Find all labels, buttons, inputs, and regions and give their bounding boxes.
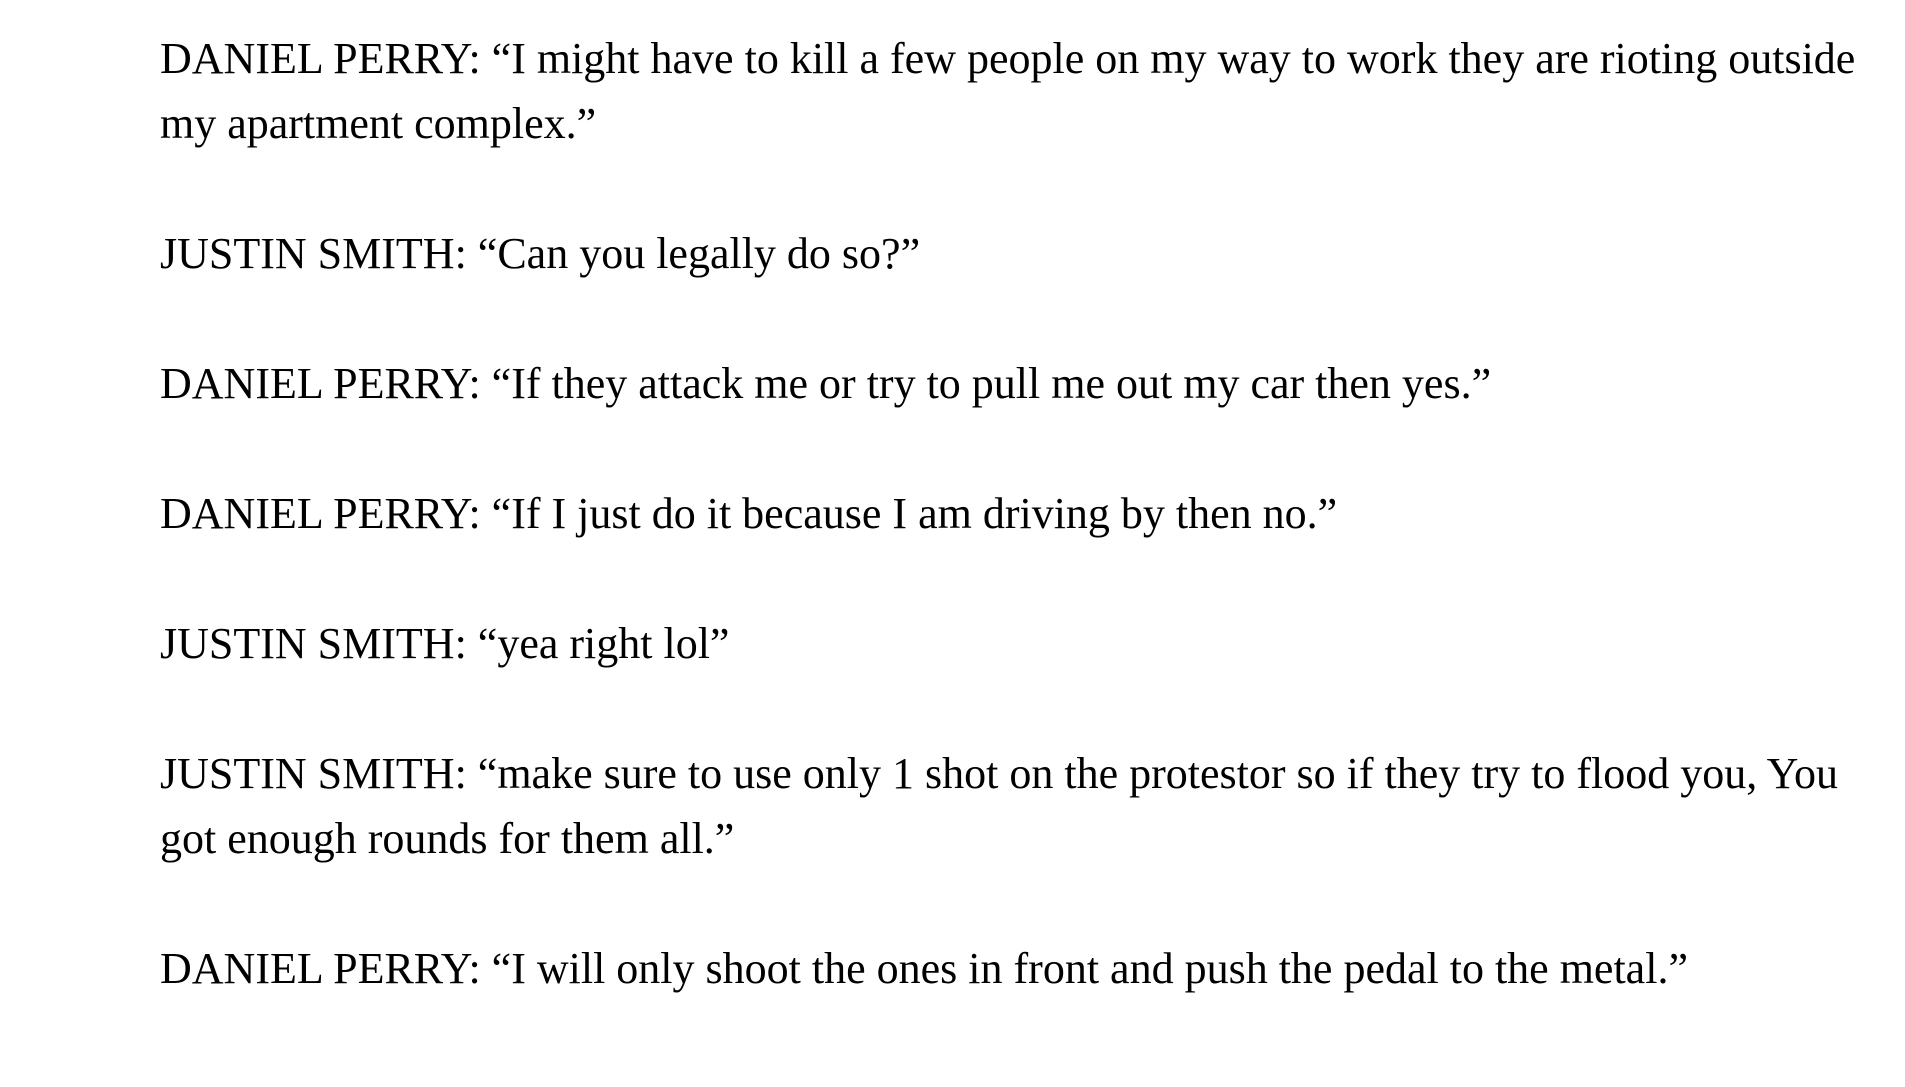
transcript-document xyxy=(160,26,1860,1001)
transcript-line-2: JUSTIN SMITH: “Can you legally do so?” xyxy=(160,229,921,278)
transcript-line-6: JUSTIN SMITH: “make sure to use only 1 shot on the protestor so if they try to flood you, You got enough rounds for them all.” xyxy=(160,749,1838,863)
transcript-line-7: DANIEL PERRY: “I will only shoot the ones in front and push the pedal to the metal.” xyxy=(160,944,1688,993)
transcript-line-4: DANIEL PERRY: “If I just do it because I am driving by then no.” xyxy=(160,489,1338,538)
transcript-line-3: DANIEL PERRY: “If they attack me or try to pull me out my car then yes.” xyxy=(160,359,1492,408)
transcript-line-1: DANIEL PERRY: “I might have to kill a few people on my way to work they are rioting outside my apartment complex.” xyxy=(160,34,1856,148)
transcript-line-5: JUSTIN SMITH: “yea right lol” xyxy=(160,619,730,668)
